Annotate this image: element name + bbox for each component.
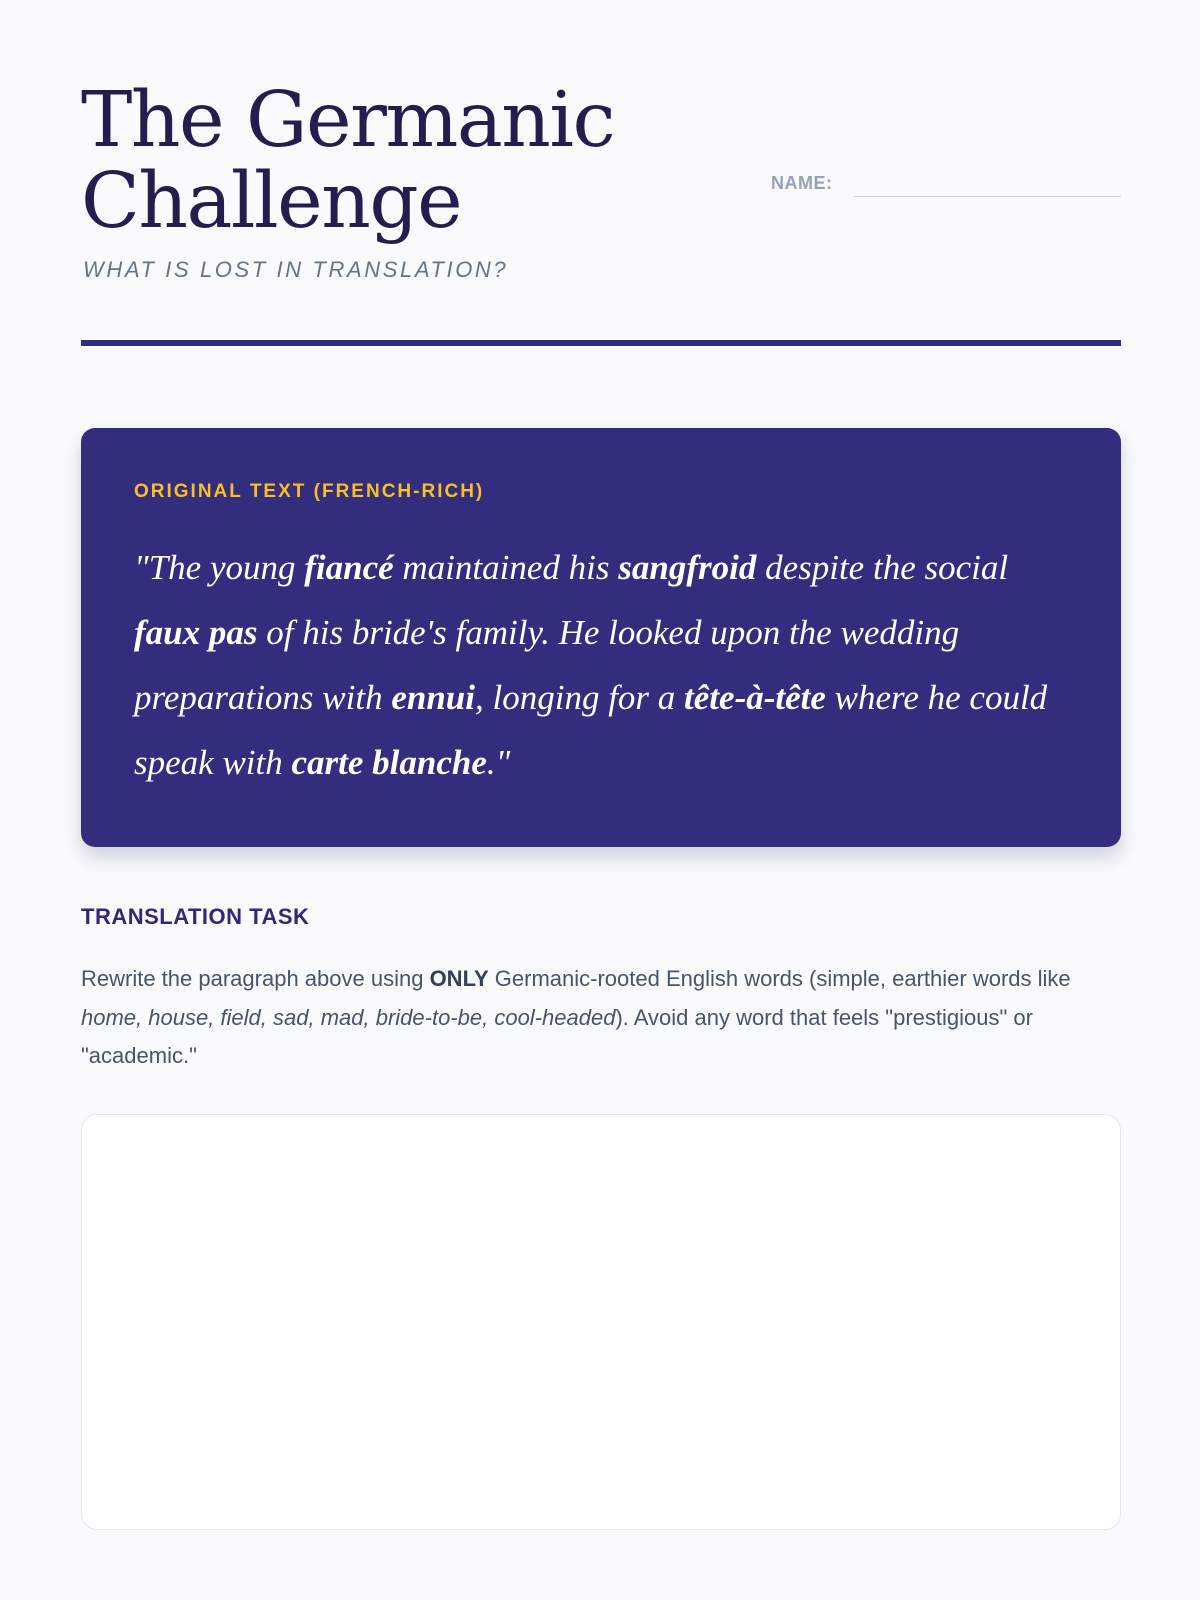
page-subtitle: WHAT IS LOST IN TRANSLATION? <box>83 257 509 282</box>
name-field-row <box>771 170 1121 198</box>
instruction-text: ). Avoid any word that feels "prestigious" or "academic." <box>81 1004 1033 1068</box>
quote-text: "The young <box>134 548 305 587</box>
quote-text: of his bride's family. He looked upon the wedding preparations with <box>134 613 960 717</box>
name-field[interactable] <box>854 196 1121 197</box>
page-title: The Germanic Challenge <box>81 76 615 246</box>
example-words: home, house, field, sad, mad, bride-to-be, cool-headed <box>81 1004 616 1030</box>
name-label: NAME: <box>771 173 833 193</box>
french-term: carte blanche <box>291 743 487 782</box>
french-term: ennui <box>391 678 475 717</box>
emphasis-text: ONLY <box>429 966 489 991</box>
original-text-label: ORIGINAL TEXT (FRENCH-RICH) <box>134 481 485 502</box>
instruction-text: Germanic-rooted English words (simple, earthier words like <box>488 966 1071 991</box>
french-term: faux pas <box>134 613 258 652</box>
original-text-card <box>81 428 1121 847</box>
header-divider <box>81 340 1121 346</box>
original-quote <box>134 535 1064 795</box>
quote-text: , longing for a <box>475 678 685 717</box>
french-term: fiancé <box>304 548 394 587</box>
answer-textarea[interactable] <box>81 1114 1121 1530</box>
task-heading: TRANSLATION TASK <box>81 904 310 929</box>
instruction-text: Rewrite the paragraph above using <box>81 966 430 991</box>
quote-text: maintained his <box>393 548 619 587</box>
quote-text: ." <box>486 743 511 782</box>
quote-text: where he could speak with <box>134 678 1048 782</box>
worksheet-header <box>81 0 1121 350</box>
quote-text: despite the social <box>756 548 1009 587</box>
french-term: tête-à-tête <box>684 678 826 717</box>
worksheet-page <box>81 0 1121 1600</box>
french-term: sangfroid <box>618 548 757 587</box>
task-instructions <box>81 960 1121 1076</box>
